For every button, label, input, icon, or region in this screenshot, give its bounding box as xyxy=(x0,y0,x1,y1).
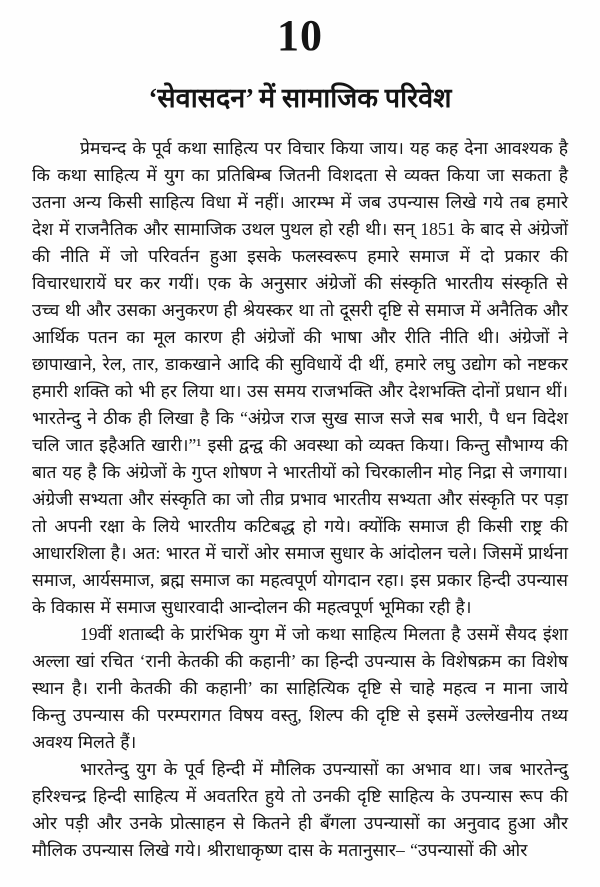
chapter-number: 10 xyxy=(277,11,323,60)
paragraph-3: भारतेन्दु युग के पूर्व हिन्दी में मौलिक उपन्यासों का अभाव था। जब भारतेन्दु हरिश्चन्द्र हिन्दी साहित्य में अवतरित हुये तो उनकी दृष्टि साहित्य के उपन्यास रूप की ओर पड़ी और उनके प्रोत्साहन से कितने ही बँगला उपन्यासों का अनुवाद हुआ और मौलिक उपन्यास लिखे गये। श्रीराधाकृष्ण दास के मतानुसार– “उपन्यासों की ओर xyxy=(32,758,568,860)
chapter-title: ‘सेवासदन’ में सामाजिक परिवेश xyxy=(148,83,452,114)
paragraph-2: 19वीं शताब्दी के प्रारंभिक युग में जो कथा साहित्य मिलता है उसमें सैयद इंशा अल्ला खां रचित ‘रानी केतकी की कहानी’ का हिन्दी उपन्यास के विशेषक्रम का विशेष स्थान है। रानी केतकी की कहानी’ का साहित्यिक दृष्टि से चाहे महत्व न माना जाये किन्तु उपन्यास की परम्परागत विषय वस्तु, शिल्प की दृष्टि से इसमें उल्लेखनीय तथ्य अवश्य मिलते हैं। xyxy=(32,623,568,752)
paragraph-1: प्रेमचन्द के पूर्व कथा साहित्य पर विचार किया जाय। यह कह देना आवश्यक है कि कथा साहित्य में युग का प्रतिबिम्ब जितनी विशदता से व्यक्त किया जा सकता है उतना अन्य किसी साहित्य विधा में नहीं। आरम्भ में जब उपन्यास लिखे गये तब हमारे देश में राजनैतिक और सामाजिक उथल पुथल हो रही थी। सन् 1851 के बाद से अंग्रेजों की नीति में जो परिवर्तन हुआ इसके फलस्वरूप हमारे समाज में दो प्रकार की विचारधारायें घर कर गयीं। एक के अनुसार अंग्रेजों की संस्कृति भारतीय संस्कृति से उच्च थी और उसका अनुकरण ही श्रेयस्कर था तो दूसरी दृष्टि से समाज में अनैतिक और आर्थिक पतन का मूल कारण ही अंग्रेजों की भाषा और रीति नीति थी। अंग्रेजों ने छापाखाने, रेल, तार, डाकखाने आदि की सुविधायें दी थीं, हमारे लघु उद्योग को नष्टकर हमारी शक्ति को भी हर लिया था। उस समय राजभक्ति और देशभक्ति दोनों प्रधान थीं। भारतेन्दु ने ठीक ही लिखा है कि “अंग्रेज राज सुख साज सजे सब भारी, पै धन विदेश चलि जात इहैअति खारी।”¹ इसी द्वन्द्व की अवस्था को व्यक्त किया। किन्तु सौभाग्य की बात यह है कि अंग्रेजों के गुप्त शोषण ने भारतीयों को चिरकालीन मोह निद्रा से जगाया। अंग्रेजी सभ्यता और संस्कृति का जो तीव्र प्रभाव भारतीय सभ्यता और संस्कृति पर पड़ा तो अपनी रक्षा के लिये भारतीय कटिबद्ध हो गये। क्योंकि समाज ही किसी राष्ट्र की आधारशिला है। अत: भारत में चारों ओर समाज सुधार के आंदोलन चले। जिसमें प्रार्थना समाज, आर्यसमाज, ब्रह्म समाज का महत्वपूर्ण योगदान रहा। इस प्रकार हिन्दी उपन्यास के विकास में समाज सुधारवादी आन्दोलन की महत्वपूर्ण भूमिका रही है। xyxy=(32,137,568,617)
page-body xyxy=(32,135,568,864)
